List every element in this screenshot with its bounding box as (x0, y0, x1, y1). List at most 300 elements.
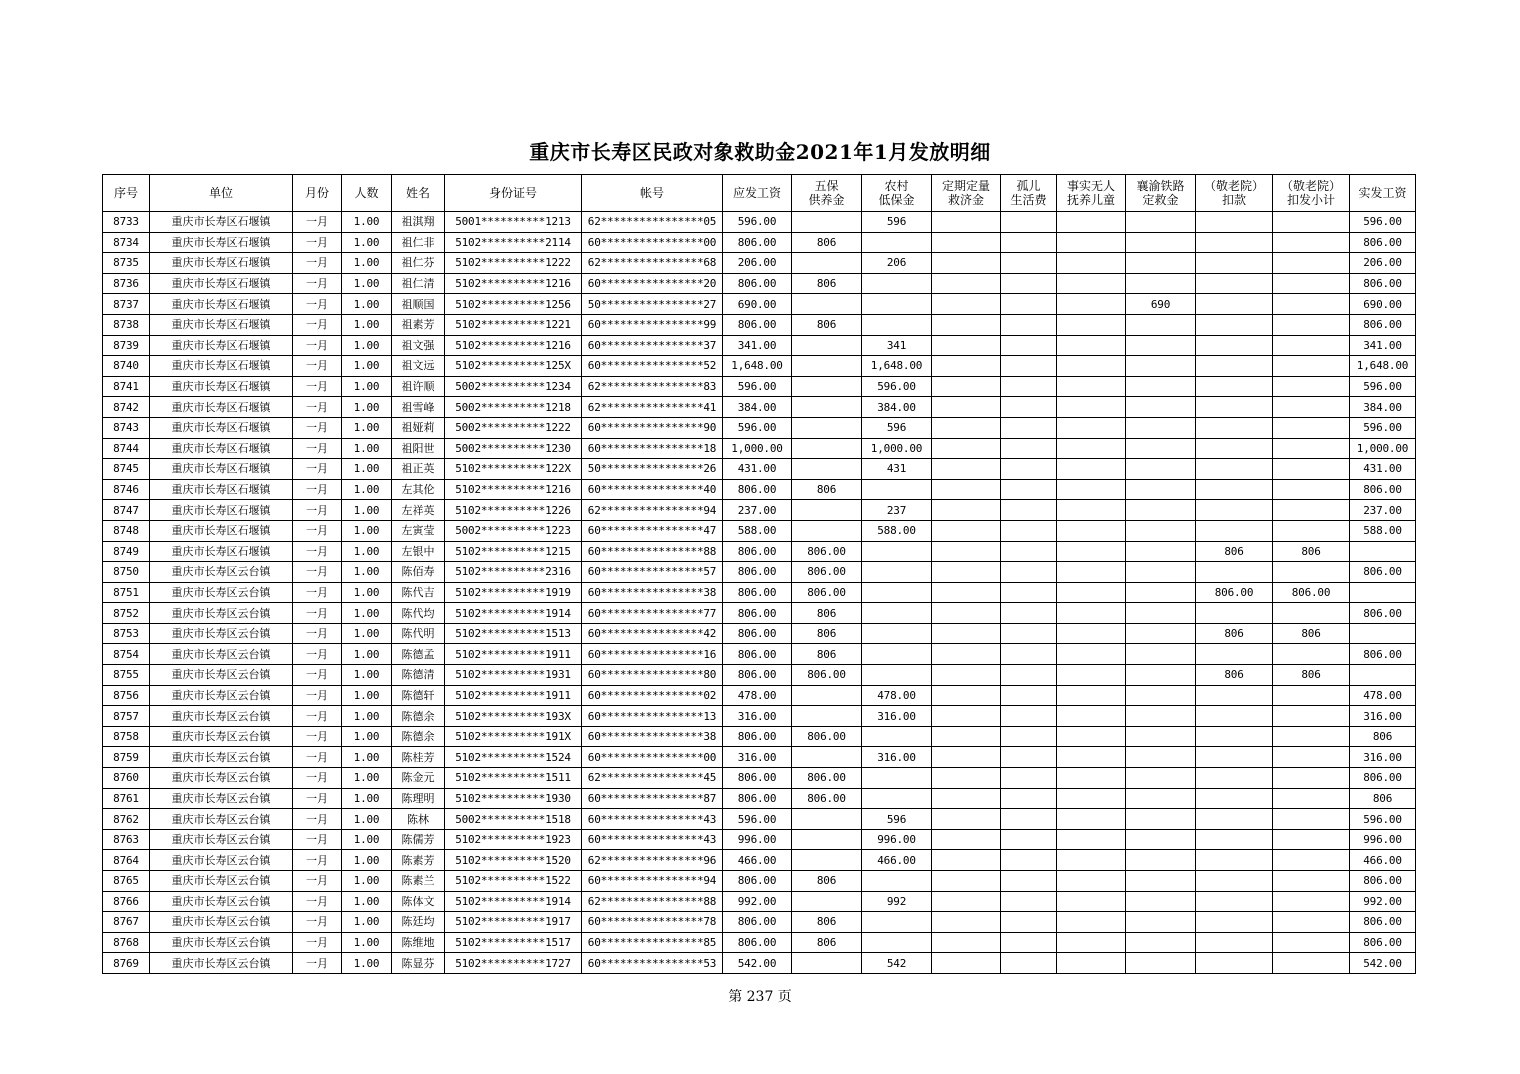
nursing-subtotal-cell (1273, 417, 1350, 438)
fixed-relief-cell (932, 253, 1001, 274)
nursing-subtotal-cell (1273, 685, 1350, 706)
id-number-cell: 5002**********1222 (445, 417, 582, 438)
orphan-cell (1001, 294, 1057, 315)
month-cell: 一月 (293, 356, 342, 377)
month-cell: 一月 (293, 788, 342, 809)
account-cell: 60****************78 (582, 912, 723, 933)
nursing-deduction-cell (1196, 562, 1273, 583)
name-cell: 陈廷均 (392, 912, 445, 933)
count-cell: 1.00 (342, 644, 392, 665)
dibao-cell (862, 314, 932, 335)
unit-cell: 重庆市长寿区云台镇 (150, 768, 293, 789)
orphan-cell (1001, 685, 1057, 706)
nursing-deduction-cell (1196, 459, 1273, 480)
unit-cell: 重庆市长寿区云台镇 (150, 685, 293, 706)
unattended-child-cell (1057, 747, 1126, 768)
fixed-relief-cell (932, 871, 1001, 892)
actual-pay-cell: 596.00 (1350, 376, 1416, 397)
account-header: 帐号 (582, 175, 723, 212)
seq-cell: 8769 (103, 953, 150, 974)
wubao-cell (792, 747, 862, 768)
count-cell: 1.00 (342, 314, 392, 335)
seq-cell: 8766 (103, 891, 150, 912)
payable-cell: 806.00 (723, 726, 792, 747)
unattended-child-cell (1057, 459, 1126, 480)
orphan-cell (1001, 665, 1057, 686)
orphan-cell (1001, 912, 1057, 933)
wubao-header: 五保 供养金 (792, 175, 862, 212)
name-cell: 陈儒芳 (392, 829, 445, 850)
fixed-relief-cell (932, 294, 1001, 315)
dibao-cell (862, 479, 932, 500)
nursing-subtotal-cell (1273, 747, 1350, 768)
page-number: 第 237 页 (728, 989, 792, 1005)
railway-cell: 690 (1126, 294, 1196, 315)
name-cell: 祖许顺 (392, 376, 445, 397)
id-number-cell: 5102**********1256 (445, 294, 582, 315)
account-cell: 60****************47 (582, 520, 723, 541)
unit-cell: 重庆市长寿区石堰镇 (150, 232, 293, 253)
unit-cell: 重庆市长寿区云台镇 (150, 706, 293, 727)
unit-cell: 重庆市长寿区石堰镇 (150, 376, 293, 397)
wubao-cell: 806.00 (792, 582, 862, 603)
dibao-cell (862, 788, 932, 809)
nursing-deduction-cell (1196, 273, 1273, 294)
month-cell: 一月 (293, 912, 342, 933)
nursing-subtotal-cell (1273, 850, 1350, 871)
actual-pay-cell: 806.00 (1350, 314, 1416, 335)
actual-pay-cell: 384.00 (1350, 397, 1416, 418)
count-cell: 1.00 (342, 788, 392, 809)
payable-cell: 206.00 (723, 253, 792, 274)
count-cell: 1.00 (342, 212, 392, 233)
wubao-cell (792, 253, 862, 274)
id-number-cell: 5102**********1216 (445, 335, 582, 356)
nursing-subtotal-cell (1273, 376, 1350, 397)
month-cell: 一月 (293, 829, 342, 850)
dibao-cell (862, 294, 932, 315)
account-cell: 60****************00 (582, 747, 723, 768)
account-cell: 60****************18 (582, 438, 723, 459)
dibao-cell: 596 (862, 417, 932, 438)
actual-pay-cell: 1,648.00 (1350, 356, 1416, 377)
id-number-header: 身份证号 (445, 175, 582, 212)
fixed-relief-cell (932, 459, 1001, 480)
actual-pay-cell: 806.00 (1350, 871, 1416, 892)
unit-cell: 重庆市长寿区云台镇 (150, 644, 293, 665)
fixed-relief-cell (932, 706, 1001, 727)
table-row (103, 603, 1416, 624)
actual-pay-cell: 1,000.00 (1350, 438, 1416, 459)
actual-pay-cell: 341.00 (1350, 335, 1416, 356)
fixed-relief-cell (932, 232, 1001, 253)
fixed-relief-cell (932, 850, 1001, 871)
railway-cell (1126, 685, 1196, 706)
name-cell: 祖文强 (392, 335, 445, 356)
id-number-cell: 5102**********1522 (445, 871, 582, 892)
count-cell: 1.00 (342, 562, 392, 583)
orphan-cell (1001, 809, 1057, 830)
dibao-cell: 1,648.00 (862, 356, 932, 377)
railway-cell (1126, 314, 1196, 335)
unattended-child-cell (1057, 768, 1126, 789)
orphan-cell (1001, 623, 1057, 644)
id-number-cell: 5002**********1223 (445, 520, 582, 541)
orphan-cell (1001, 459, 1057, 480)
actual-pay-cell: 806.00 (1350, 912, 1416, 933)
nursing-deduction-cell (1196, 438, 1273, 459)
nursing-deduction-cell (1196, 253, 1273, 274)
unit-cell: 重庆市长寿区石堰镇 (150, 417, 293, 438)
seq-cell: 8759 (103, 747, 150, 768)
count-cell: 1.00 (342, 500, 392, 521)
table-row (103, 356, 1416, 377)
id-number-cell: 5002**********1518 (445, 809, 582, 830)
railway-cell (1126, 335, 1196, 356)
nursing-subtotal-cell (1273, 232, 1350, 253)
railway-cell (1126, 500, 1196, 521)
dibao-cell: 431 (862, 459, 932, 480)
fixed-relief-cell (932, 788, 1001, 809)
fixed-relief-cell (932, 500, 1001, 521)
dibao-cell (862, 726, 932, 747)
nursing-deduction-cell (1196, 829, 1273, 850)
seq-cell: 8751 (103, 582, 150, 603)
seq-cell: 8762 (103, 809, 150, 830)
unattended-child-cell (1057, 582, 1126, 603)
unit-cell: 重庆市长寿区石堰镇 (150, 212, 293, 233)
orphan-cell (1001, 356, 1057, 377)
count-cell: 1.00 (342, 459, 392, 480)
unattended-child-cell (1057, 562, 1126, 583)
unit-cell: 重庆市长寿区云台镇 (150, 809, 293, 830)
dibao-cell (862, 768, 932, 789)
month-cell: 一月 (293, 747, 342, 768)
seq-cell: 8738 (103, 314, 150, 335)
railway-cell (1126, 829, 1196, 850)
unit-cell: 重庆市长寿区云台镇 (150, 871, 293, 892)
id-number-cell: 5102**********122X (445, 459, 582, 480)
unattended-child-cell (1057, 541, 1126, 562)
payable-cell: 806.00 (723, 644, 792, 665)
name-cell: 祖顺国 (392, 294, 445, 315)
id-number-cell: 5102**********193X (445, 706, 582, 727)
seq-cell: 8756 (103, 685, 150, 706)
month-cell: 一月 (293, 562, 342, 583)
account-cell: 60****************94 (582, 871, 723, 892)
unattended-child-cell (1057, 397, 1126, 418)
nursing-subtotal-cell (1273, 603, 1350, 624)
railway-cell (1126, 953, 1196, 974)
fixed-relief-cell (932, 891, 1001, 912)
month-cell: 一月 (293, 582, 342, 603)
actual-pay-cell: 806.00 (1350, 562, 1416, 583)
wubao-cell (792, 685, 862, 706)
wubao-cell: 806 (792, 314, 862, 335)
wubao-cell (792, 891, 862, 912)
actual-pay-cell: 237.00 (1350, 500, 1416, 521)
orphan-cell (1001, 314, 1057, 335)
name-cell: 祖仁清 (392, 273, 445, 294)
payable-cell: 596.00 (723, 212, 792, 233)
nursing-subtotal-cell (1273, 706, 1350, 727)
unattended-child-header: 事实无人 抚养儿童 (1057, 175, 1126, 212)
dibao-cell: 588.00 (862, 520, 932, 541)
id-number-cell: 5102**********1222 (445, 253, 582, 274)
account-cell: 60****************13 (582, 706, 723, 727)
unit-cell: 重庆市长寿区石堰镇 (150, 335, 293, 356)
nursing-subtotal-cell (1273, 253, 1350, 274)
month-cell: 一月 (293, 603, 342, 624)
payable-cell: 806.00 (723, 582, 792, 603)
payable-cell: 806.00 (723, 273, 792, 294)
railway-cell (1126, 768, 1196, 789)
seq-cell: 8743 (103, 417, 150, 438)
payable-cell: 316.00 (723, 747, 792, 768)
unit-cell: 重庆市长寿区云台镇 (150, 603, 293, 624)
account-cell: 50****************26 (582, 459, 723, 480)
account-cell: 60****************57 (582, 562, 723, 583)
name-cell: 祖仁芬 (392, 253, 445, 274)
seq-cell: 8736 (103, 273, 150, 294)
unattended-child-cell (1057, 685, 1126, 706)
table-row (103, 253, 1416, 274)
name-cell: 祖雪峰 (392, 397, 445, 418)
seq-cell: 8764 (103, 850, 150, 871)
actual-pay-cell: 806.00 (1350, 232, 1416, 253)
wubao-cell (792, 500, 862, 521)
month-cell: 一月 (293, 665, 342, 686)
railway-cell (1126, 891, 1196, 912)
unattended-child-cell (1057, 479, 1126, 500)
unattended-child-cell (1057, 706, 1126, 727)
fixed-relief-cell (932, 644, 1001, 665)
orphan-cell (1001, 768, 1057, 789)
payable-cell: 466.00 (723, 850, 792, 871)
railway-cell (1126, 232, 1196, 253)
name-cell: 陈桂芳 (392, 747, 445, 768)
dibao-cell (862, 871, 932, 892)
actual-pay-cell: 542.00 (1350, 953, 1416, 974)
payable-cell: 992.00 (723, 891, 792, 912)
fixed-relief-cell (932, 685, 1001, 706)
actual-pay-cell: 431.00 (1350, 459, 1416, 480)
nursing-subtotal-cell (1273, 912, 1350, 933)
unattended-child-cell (1057, 417, 1126, 438)
unit-cell: 重庆市长寿区云台镇 (150, 891, 293, 912)
table-row (103, 459, 1416, 480)
id-number-cell: 5002**********1234 (445, 376, 582, 397)
month-cell: 一月 (293, 253, 342, 274)
nursing-deduction-cell (1196, 397, 1273, 418)
table-row (103, 747, 1416, 768)
count-cell: 1.00 (342, 623, 392, 644)
name-cell: 陈德孟 (392, 644, 445, 665)
table-row (103, 685, 1416, 706)
month-cell: 一月 (293, 376, 342, 397)
orphan-cell (1001, 562, 1057, 583)
payable-cell: 596.00 (723, 376, 792, 397)
name-cell: 左其伦 (392, 479, 445, 500)
nursing-subtotal-cell (1273, 212, 1350, 233)
name-cell: 陈德余 (392, 706, 445, 727)
railway-cell (1126, 623, 1196, 644)
railway-cell (1126, 541, 1196, 562)
nursing-subtotal-cell (1273, 273, 1350, 294)
account-cell: 62****************94 (582, 500, 723, 521)
count-cell: 1.00 (342, 871, 392, 892)
table-row (103, 912, 1416, 933)
seq-cell: 8763 (103, 829, 150, 850)
railway-cell (1126, 397, 1196, 418)
table-row (103, 397, 1416, 418)
name-cell: 陈德清 (392, 665, 445, 686)
fixed-relief-cell (932, 417, 1001, 438)
table-row (103, 726, 1416, 747)
railway-cell (1126, 562, 1196, 583)
railway-cell (1126, 726, 1196, 747)
nursing-deduction-cell: 806 (1196, 541, 1273, 562)
railway-cell (1126, 356, 1196, 377)
name-cell: 祖正英 (392, 459, 445, 480)
unattended-child-cell (1057, 726, 1126, 747)
month-cell: 一月 (293, 726, 342, 747)
wubao-cell: 806.00 (792, 541, 862, 562)
account-cell: 62****************05 (582, 212, 723, 233)
wubao-cell: 806.00 (792, 788, 862, 809)
id-number-cell: 5002**********1230 (445, 438, 582, 459)
dibao-cell: 206 (862, 253, 932, 274)
table-row (103, 665, 1416, 686)
fixed-relief-cell (932, 479, 1001, 500)
nursing-subtotal-cell: 806 (1273, 541, 1350, 562)
nursing-subtotal-cell: 806 (1273, 665, 1350, 686)
actual-pay-cell: 806.00 (1350, 273, 1416, 294)
dibao-cell: 542 (862, 953, 932, 974)
wubao-cell (792, 459, 862, 480)
seq-cell: 8741 (103, 376, 150, 397)
actual-pay-cell: 806.00 (1350, 932, 1416, 953)
nursing-deduction-cell (1196, 747, 1273, 768)
dibao-cell (862, 562, 932, 583)
actual-pay-cell (1350, 541, 1416, 562)
document-title: 重庆市长寿区民政对象救助金2021年1月发放明细 (529, 140, 991, 164)
count-cell: 1.00 (342, 603, 392, 624)
id-number-cell: 5102**********1931 (445, 665, 582, 686)
unattended-child-cell (1057, 314, 1126, 335)
table-row (103, 788, 1416, 809)
table-row (103, 768, 1416, 789)
actual-pay-cell: 690.00 (1350, 294, 1416, 315)
count-cell: 1.00 (342, 335, 392, 356)
payable-cell: 478.00 (723, 685, 792, 706)
nursing-subtotal-cell (1273, 335, 1350, 356)
account-cell: 60****************88 (582, 541, 723, 562)
railway-header: 襄渝铁路 定救金 (1126, 175, 1196, 212)
orphan-cell (1001, 438, 1057, 459)
table-row (103, 417, 1416, 438)
id-number-cell: 5001**********1213 (445, 212, 582, 233)
seq-cell: 8733 (103, 212, 150, 233)
name-cell: 陈代均 (392, 603, 445, 624)
nursing-deduction-cell (1196, 335, 1273, 356)
wubao-cell (792, 953, 862, 974)
name-cell: 祖淇翔 (392, 212, 445, 233)
name-cell: 陈德轩 (392, 685, 445, 706)
account-cell: 62****************45 (582, 768, 723, 789)
count-cell: 1.00 (342, 726, 392, 747)
table-row (103, 891, 1416, 912)
dibao-cell: 316.00 (862, 747, 932, 768)
nursing-deduction-cell (1196, 314, 1273, 335)
nursing-deduction-cell (1196, 871, 1273, 892)
fixed-relief-cell (932, 520, 1001, 541)
seq-cell: 8752 (103, 603, 150, 624)
unit-cell: 重庆市长寿区石堰镇 (150, 500, 293, 521)
actual-pay-cell: 596.00 (1350, 212, 1416, 233)
count-cell: 1.00 (342, 520, 392, 541)
orphan-cell (1001, 273, 1057, 294)
unattended-child-cell (1057, 356, 1126, 377)
id-number-cell: 5102**********1919 (445, 582, 582, 603)
wubao-cell (792, 356, 862, 377)
nursing-deduction-cell (1196, 417, 1273, 438)
fixed-relief-cell (932, 335, 1001, 356)
actual-pay-header: 实发工资 (1350, 175, 1416, 212)
account-cell: 60****************77 (582, 603, 723, 624)
railway-cell (1126, 438, 1196, 459)
wubao-cell: 806 (792, 871, 862, 892)
nursing-subtotal-cell (1273, 788, 1350, 809)
id-number-cell: 5102**********1517 (445, 932, 582, 953)
relief-detail-table (102, 174, 1416, 974)
nursing-deduction-cell (1196, 479, 1273, 500)
wubao-cell (792, 438, 862, 459)
nursing-deduction-cell (1196, 356, 1273, 377)
nursing-subtotal-cell (1273, 726, 1350, 747)
dibao-cell (862, 623, 932, 644)
fixed-relief-cell (932, 768, 1001, 789)
account-cell: 60****************43 (582, 809, 723, 830)
payable-cell: 316.00 (723, 706, 792, 727)
nursing-deduction-cell (1196, 294, 1273, 315)
nursing-deduction-cell (1196, 232, 1273, 253)
name-cell: 陈代明 (392, 623, 445, 644)
wubao-cell: 806 (792, 932, 862, 953)
fixed-relief-cell (932, 603, 1001, 624)
count-cell: 1.00 (342, 747, 392, 768)
wubao-cell (792, 212, 862, 233)
railway-cell (1126, 479, 1196, 500)
count-cell: 1.00 (342, 294, 392, 315)
dibao-cell: 992 (862, 891, 932, 912)
payable-cell: 996.00 (723, 829, 792, 850)
payable-cell: 806.00 (723, 665, 792, 686)
orphan-cell (1001, 335, 1057, 356)
count-cell: 1.00 (342, 397, 392, 418)
month-cell: 一月 (293, 623, 342, 644)
railway-cell (1126, 747, 1196, 768)
table-row (103, 541, 1416, 562)
seq-cell: 8737 (103, 294, 150, 315)
unattended-child-cell (1057, 253, 1126, 274)
fixed-relief-cell (932, 582, 1001, 603)
fixed-relief-cell (932, 953, 1001, 974)
orphan-cell (1001, 397, 1057, 418)
railway-cell (1126, 644, 1196, 665)
actual-pay-cell: 316.00 (1350, 706, 1416, 727)
fixed-relief-cell (932, 562, 1001, 583)
